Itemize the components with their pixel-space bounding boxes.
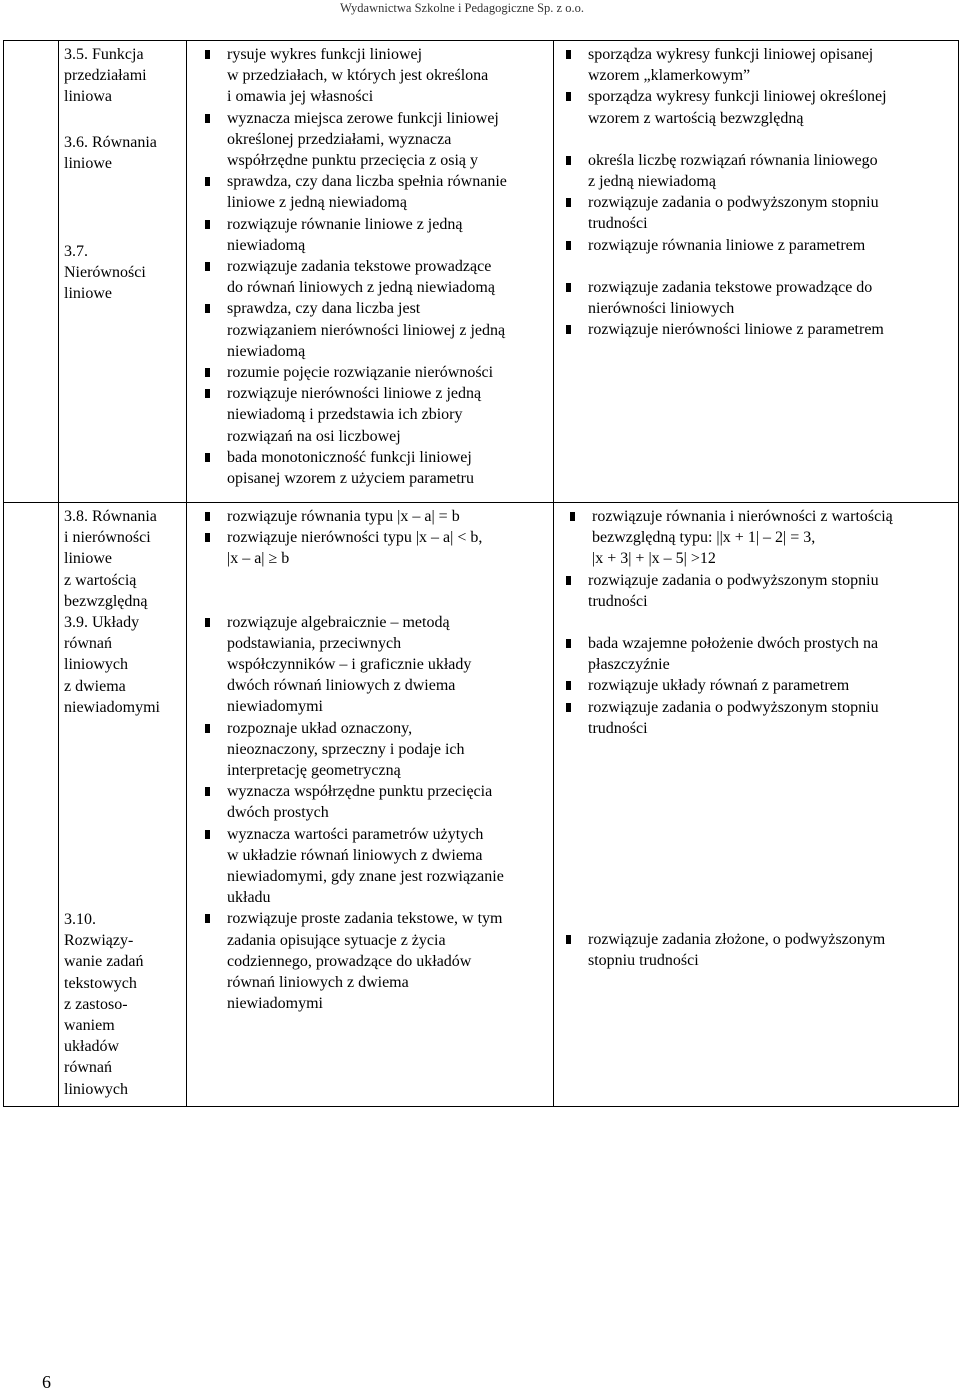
list-item: wyznacza współrzędne punktu przecięcia dwóch prostych	[205, 781, 551, 823]
list-item: wyznacza miejsca zerowe funkcji liniowej określonej przedziałami, wyznacza współrzędne punktu przecięcia z osią y	[205, 108, 551, 172]
table-row	[4, 503, 959, 1107]
list-item: rozwiązuje nierówności typu |x – a| < b, |x – a| ≥ b	[205, 527, 551, 569]
list-item: sporządza wykresy funkcji liniowej opisanej wzorem „klamerkowym”	[566, 44, 956, 86]
advanced-requirements-cell	[554, 41, 959, 503]
list-item: rysuje wykres funkcji liniowej w przedziałach, w których jest określona i omawia jej własności	[205, 44, 551, 108]
topic-3-9: 3.9. Układy równań liniowych z dwiema niewiadomymi	[64, 614, 160, 716]
topic-3-7: 3.7. Nierówności liniowe	[64, 243, 146, 303]
topic-3-8: 3.8. Równania i nierówności liniowe z wartością bezwzględną	[64, 508, 157, 610]
list-item: wyznacza wartości parametrów użytych w układzie równań liniowych z dwiema niewiadomymi, gdy znane jest rozwiązanie układu	[205, 824, 551, 909]
list-item: rozwiązuje zadania o podwyższonym stopniu trudności	[566, 697, 956, 739]
list-item: sprawdza, czy dana liczba jest rozwiązaniem nierówności liniowej z jedną niewiadomą	[205, 298, 551, 362]
advanced-requirements-cell	[554, 503, 959, 1107]
topic-cell	[59, 41, 187, 503]
curriculum-table	[3, 40, 959, 1107]
list-item: rozwiązuje proste zadania tekstowe, w tym zadania opisujące sytuacje z życia codziennego, prowadzące do układów równań liniowych z dwiema niewiadomymi	[205, 908, 551, 1014]
list-item: bada wzajemne położenie dwóch prostych na płaszczyźnie	[566, 633, 956, 675]
list-item: rozwiązuje układy równań z parametrem	[566, 675, 956, 696]
empty-cell	[4, 41, 59, 503]
list-item: rozwiązuje nierówności liniowe z jedną niewiadomą i przedstawia ich zbiory rozwiązań na osi liczbowej	[205, 383, 551, 447]
list-item: rozwiązuje nierówności liniowe z parametrem	[566, 319, 956, 340]
basic-requirements-cell	[187, 41, 554, 503]
topic-3-10: 3.10. Rozwiązy- wanie zadań tekstowych z zastoso- waniem układów równań liniowych	[64, 911, 144, 1098]
list-item: rozwiązuje algebraicznie – metodą podstawiania, przeciwnych współczynników – i graficznie układy dwóch równań liniowych z dwiema niewiadomymi	[205, 612, 551, 718]
list-item: rozwiązuje zadania tekstowe prowadzące do równań liniowych z jedną niewiadomą	[205, 256, 551, 298]
list-item: rozwiązuje równania liniowe z parametrem	[566, 235, 956, 256]
publisher-header: Wydawnictwa Szkolne i Pedagogiczne Sp. z o.o.	[340, 1, 584, 15]
list-item: określa liczbę rozwiązań równania liniowego z jedną niewiadomą	[566, 150, 956, 192]
list-item: rozwiązuje równanie liniowe z jedną niewiadomą	[205, 214, 551, 256]
list-item: rozwiązuje zadania o podwyższonym stopniu trudności	[566, 192, 956, 234]
list-item: rozwiązuje równania typu |x – a| = b	[205, 506, 551, 527]
table-row	[4, 41, 959, 503]
list-item: rozwiązuje równania i nierówności z wartością bezwzględną typu: ||x + 1| – 2| = 3, |x + 3| + |x – 5| >12	[570, 506, 956, 570]
list-item: rozumie pojęcie rozwiązanie nierówności	[205, 362, 551, 383]
page-number: 6	[42, 1372, 51, 1392]
topic-3-6: 3.6. Równania liniowe	[64, 133, 157, 172]
topic-cell	[59, 503, 187, 1107]
list-item: rozpoznaje układ oznaczony, nieoznaczony, sprzeczny i podaje ich interpretację geometryczną	[205, 718, 551, 782]
empty-cell	[4, 503, 59, 1107]
list-item: rozwiązuje zadania tekstowe prowadzące do nierówności liniowych	[566, 277, 956, 319]
list-item: bada monotoniczność funkcji liniowej opisanej wzorem z użyciem parametru	[205, 447, 551, 489]
list-item: sprawdza, czy dana liczba spełnia równanie liniowe z jedną niewiadomą	[205, 171, 551, 213]
basic-requirements-cell	[187, 503, 554, 1107]
list-item: sporządza wykresy funkcji liniowej określonej wzorem z wartością bezwzględną	[566, 86, 956, 128]
list-item: rozwiązuje zadania o podwyższonym stopniu trudności	[566, 570, 956, 612]
topic-3-5: 3.5. Funkcja przedziałami liniowa	[64, 46, 147, 106]
list-item: rozwiązuje zadania złożone, o podwyższonym stopniu trudności	[566, 929, 956, 971]
